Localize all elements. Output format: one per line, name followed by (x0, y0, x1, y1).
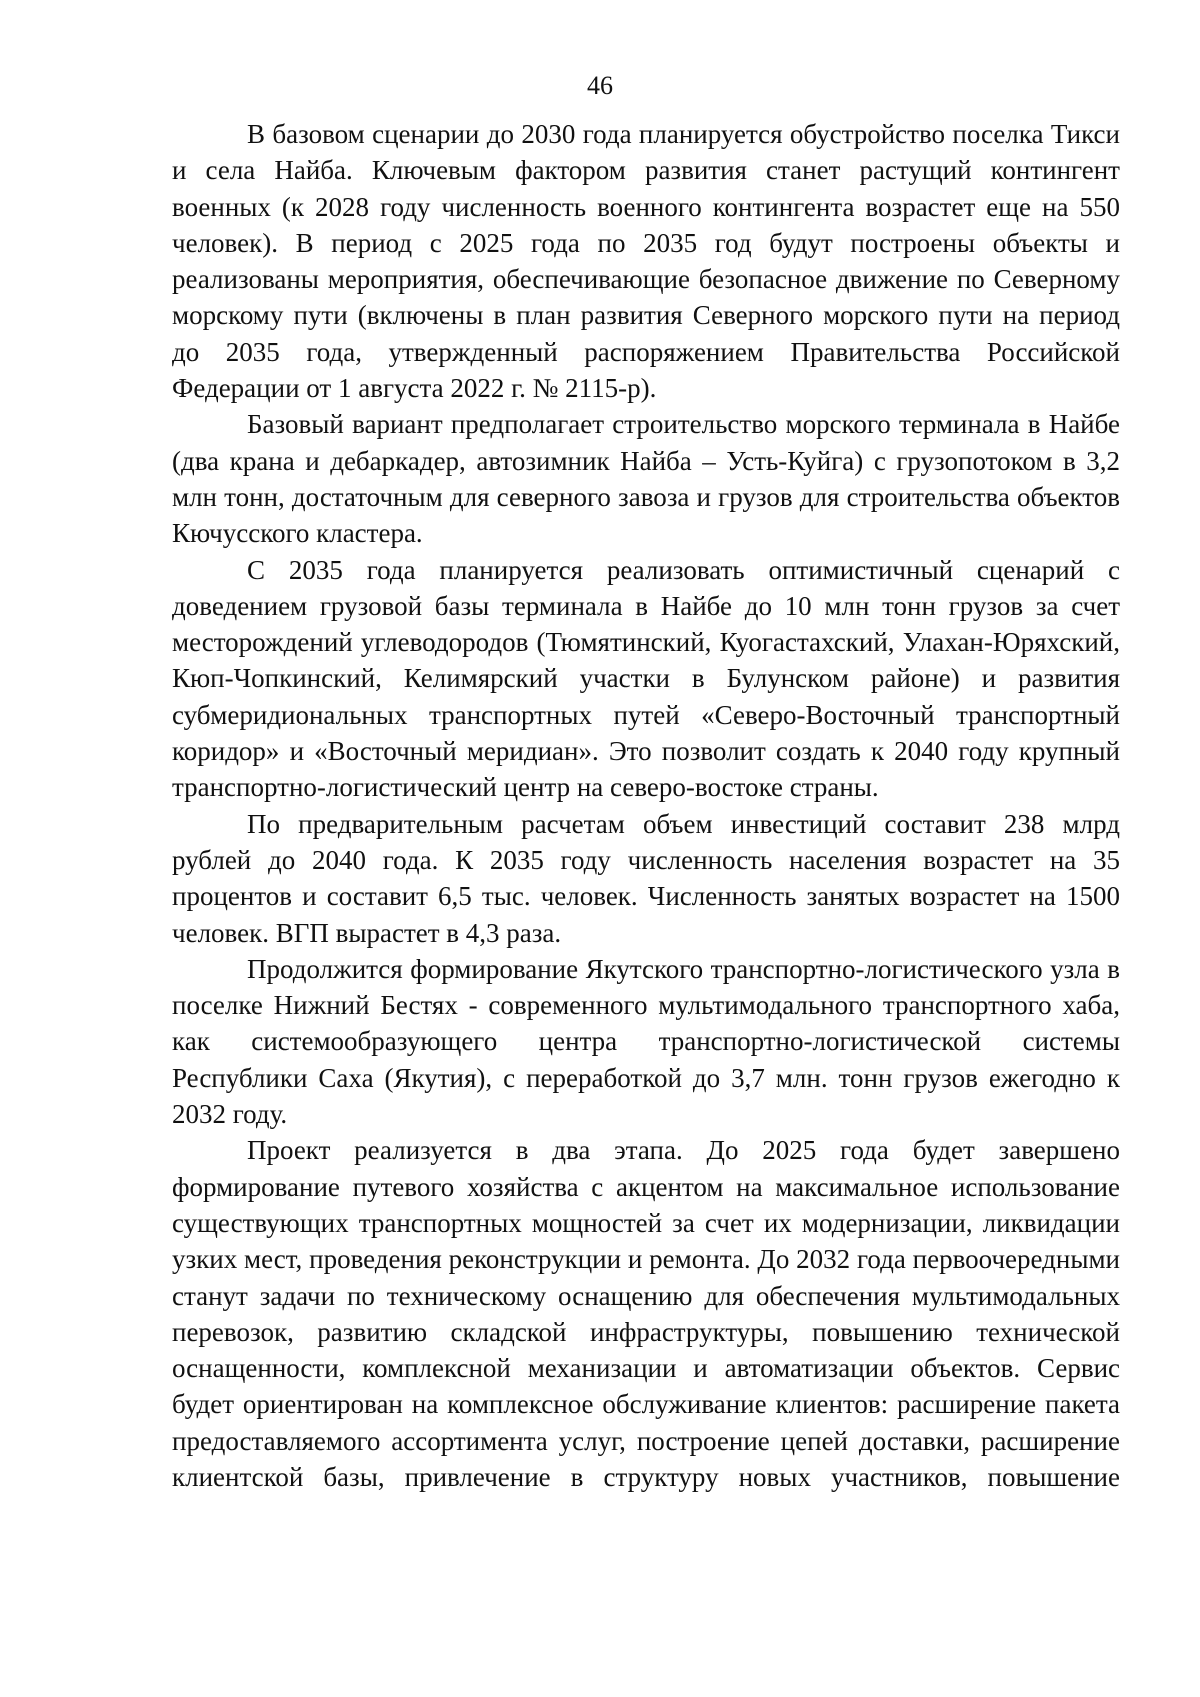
page-number: 46 (587, 71, 613, 100)
paragraph-yakutsk-hub: Продолжится формирование Якутского транспортно-логистического узла в поселке Нижний Бестях - современного мультимодального транспортного хаба, как системообразующего центра транспортно-логистической системы Республики Саха (Якутия), с переработкой до 3,7 млн. тонн грузов ежегодно к 2032 году. (172, 953, 1120, 1130)
paragraph-base-scenario: В базовом сценарии до 2030 года планируется обустройство поселка Тикси и села Найба. Ключевым фактором развития станет растущий контингент военных (к 2028 году численность военного контингента возрастет еще на 550 человек). В период с 2025 года по 2035 год будут построены объекты и реализованы мероприятия, обеспечивающие безопасное движение по Северному морскому пути (включены в план развития Северного морского пути на период до 2035 года, утвержденный распоряжением Правительства Российской Федерации от 1 августа 2022 г. № 2115-р). (172, 119, 1120, 404)
paragraph-base-variant: Базовый вариант предполагает строительство морского терминала в Найбе (два крана и дебаркадер, автозимник Найба – Усть-Куйга) с грузопотоком в 3,2 млн тонн, достаточным для северного завоза и грузов для строительства объектов Кючусского кластера. (172, 409, 1120, 549)
paragraph-project-stages: Проект реализуется в два этапа. До 2025 года будет завершено формирование путевого хозяйства с акцентом на максимальное использование существующих транспортных мощностей за счет их модернизации, ликвидации узких мест, проведения реконструкции и ремонта. До 2032 года первоочередными станут задачи по техническому оснащению для обеспечения мультимодальных перевозок, развитию складской инфраструктуры, повышению технической оснащенности, комплексной механизации и автоматизации объектов. Сервис будет ориентирован на комплексное обслуживание клиентов: расширение пакета предоставляемого ассортимента услуг, построение цепей доставки, расширение клиентской базы, привлечение в структуру новых участников, повышение (172, 1135, 1120, 1492)
paragraph-investments: По предварительным расчетам объем инвестиций составит 238 млрд рублей до 2040 года. К 2035 году численность населения возрастет на 35 процентов и составит 6,5 тыс. человек. Численность занятых возрастет на 1500 человек. ВГП вырастет в 4,3 раза. (172, 808, 1120, 948)
body-text (172, 116, 1120, 1495)
paragraph-optimistic-scenario: С 2035 года планируется реализовать оптимистичный сценарий с доведением грузовой базы терминала в Найбе до 10 млн тонн грузов за счет месторождений углеводородов (Тюмятинский, Куогастахский, Улахан-Юряхский, Кюп-Чопкинский, Келимярский участки в Булунском районе) и развития субмеридиональных транспортных путей «Северо-Восточный транспортный коридор» и «Восточный меридиан». Это позволит создать к 2040 году крупный транспортно-логистический центр на северо-востоке страны. (172, 554, 1120, 803)
